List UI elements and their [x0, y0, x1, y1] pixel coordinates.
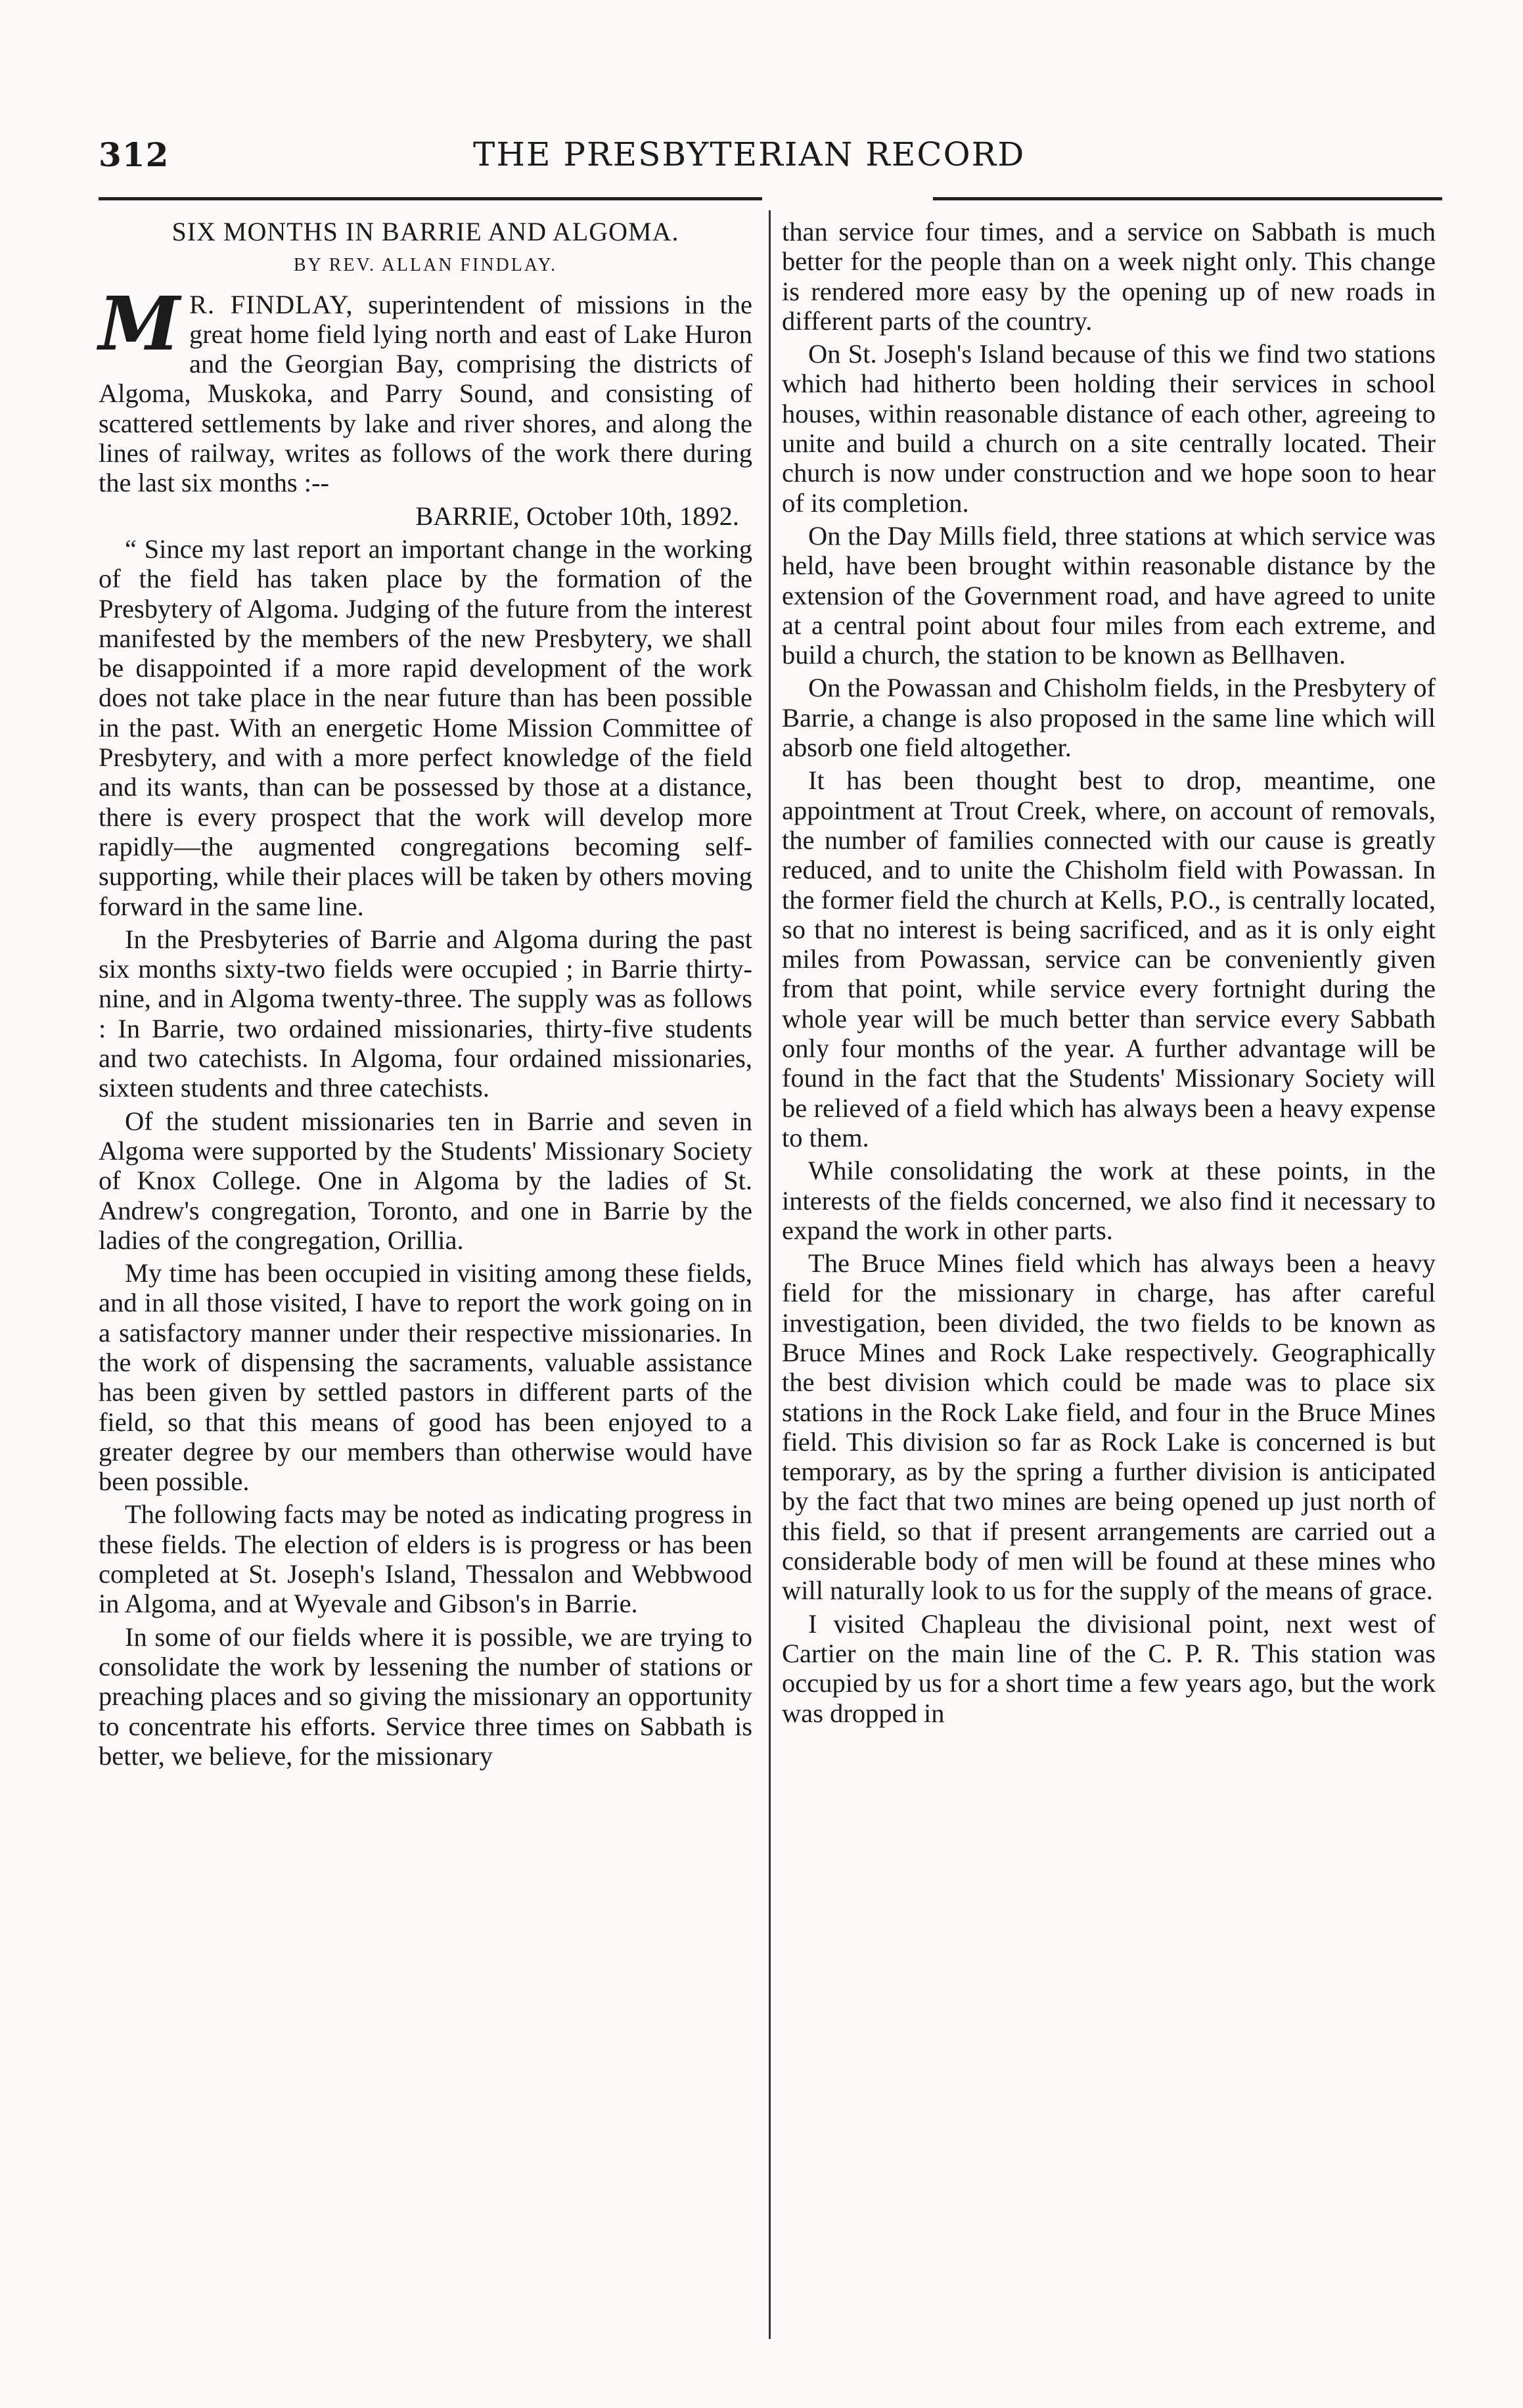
right-paragraph: On the Day Mills field, three stations at which service was held, have been brought within reasonable distance by the extension of the Government road, and have agreed to unite at a central point about four miles from each extreme, and build a church, the station to be known as Bellhaven.: [782, 520, 1436, 670]
article-title: SIX MONTHS IN BARRIE AND ALGOMA.: [171, 217, 679, 246]
running-title: THE PRESBYTERIAN RECORD: [473, 135, 1026, 173]
drop-cap: M: [99, 281, 180, 367]
header-rule-right: [933, 197, 1442, 200]
header-rule-left: [99, 197, 762, 200]
lead-name: R. FINDLAY,: [189, 289, 353, 319]
left-paragraph: “ Since my last report an important change in the working of the field has taken place by the formation of the Presbytery of Algoma. Judging of the future from the interest manifested by the members of the new Presbytery, we shall be disappointed if a more rapid development of the work does not take place in the near future than has been possible in the past. With an energetic Home Mission Committee of Presbytery, and with a more perfect knowledge of the field and its wants, than can be possessed by those at a distance, there is every prospect that the work will develop more rapidly—the augmented congregations becoming self-supporting, while their places will be taken by others moving forward in the same line.: [99, 534, 752, 921]
right-paragraph: On the Powassan and Chisholm fields, in the Presbytery of Barrie, a change is also proposed in the same line which will absorb one field altogether.: [782, 673, 1436, 763]
left-paragraph: Of the student missionaries ten in Barrie and seven in Algoma were supported by the Students' Missionary Society of Knox College. One in Algoma by the ladies of St. Andrew's congregation, Toronto, and one in Barrie by the ladies of the congregation, Orillia.: [99, 1106, 752, 1255]
lead-text: superintendent of missions in the great home field lying north and east of Lake Huron and the Georgian Bay, comprising the districts of Algoma, Muskoka, and Parry Sound, and consisting of scattered settlements by lake and river shores, and along the lines of railway, writes as follows of the work there during the last six months :--: [99, 289, 752, 498]
right-paragraph: The Bruce Mines field which has always been a heavy field for the missionary in charge, has after careful investigation, been divided, the two fields to be known as Bruce Mines and Rock Lake respectively. Geographically the best division which could be made was to place six stations in the Rock Lake field, and four in the Bruce Mines field. This division so far as Rock Lake is concerned is but temporary, as by the spring a further division is anticipated by the fact that two mines are being opened up just north of this field, so that if present arrangements are carried out a considerable body of men will be found at these mines who will naturally look to us for the supply of the means of grace.: [782, 1248, 1436, 1606]
article-byline: BY REV. ALLAN FINDLAY.: [293, 255, 558, 276]
right-paragraph: It has been thought best to drop, meantime, one appointment at Trout Creek, where, on account of removals, the number of families connected with our cause is greatly reduced, and to unite the Chisholm field with Powassan. In the former field the church at Kells, P.O., is centrally located, so that no interest is being sacrificed, and as it is only eight miles from Powassan, service can be conveniently given from that point, while service every fortnight during the whole year will be much better than service every Sabbath only four months of the year. A further advantage will be found in the fact that the Students' Missionary Society will be relieved of a field which has always been a heavy expense to them.: [782, 765, 1436, 1152]
lead-paragraph: [99, 281, 752, 498]
column-divider: [769, 210, 771, 2339]
left-paragraph: My time has been occupied in visiting among these fields, and in all those visited, I have to report the work going on in a satisfactory manner under their respective missionaries. In the work of dispensing the sacraments, valuable assistance has been given by settled pastors in different parts of the field, so that this means of good has been enjoyed to a greater degree by our members than otherwise would have been possible.: [99, 1258, 752, 1497]
right-column: [782, 217, 1436, 1731]
left-paragraph: The following facts may be noted as indicating progress in these fields. The election of elders is is progress or has been completed at St. Joseph's Island, Thessalon and Webbwood in Algoma, and at Wyevale and Gibson's in Barrie.: [99, 1499, 752, 1619]
left-column: [99, 217, 752, 1774]
left-paragraph: In the Presbyteries of Barrie and Algoma during the past six months sixty-two fields were occupied ; in Barrie thirty-nine, and in Algoma twenty-three. The supply was as follows : In Barrie, two ordained missionaries, thirty-five students and two catechists. In Algoma, four ordained missionaries, sixteen students and three catechists.: [99, 924, 752, 1103]
dateline: BARRIE, October 10th, 1892.: [415, 501, 739, 531]
left-paragraph: In some of our fields where it is possible, we are trying to consolidate the work by lessening the number of stations or preaching places and so giving the missionary an opportunity to concentrate his efforts. Service three times on Sabbath is better, we believe, for the missionary: [99, 1622, 752, 1771]
right-paragraph: On St. Joseph's Island because of this we find two stations which had hitherto been holding their services in school houses, within reasonable distance of each other, agreeing to unite and build a church on a site centrally located. Their church is now under construction and we hope soon to hear of its completion.: [782, 339, 1436, 518]
page-number: 312: [99, 135, 170, 174]
right-paragraph: While consolidating the work at these points, in the interests of the fields concerned, we also find it necessary to expand the work in other parts.: [782, 1156, 1436, 1245]
right-paragraph: I visited Chapleau the divisional point, next west of Cartier on the main line of the C. P. R. This station was occupied by us for a short time a few years ago, but the work was dropped in: [782, 1608, 1436, 1728]
page-header: [79, 129, 1432, 181]
right-paragraph: than service four times, and a service on Sabbath is much better for the people than on a week night only. This change is rendered more easy by the opening up of new roads in different parts of the country.: [782, 217, 1436, 336]
